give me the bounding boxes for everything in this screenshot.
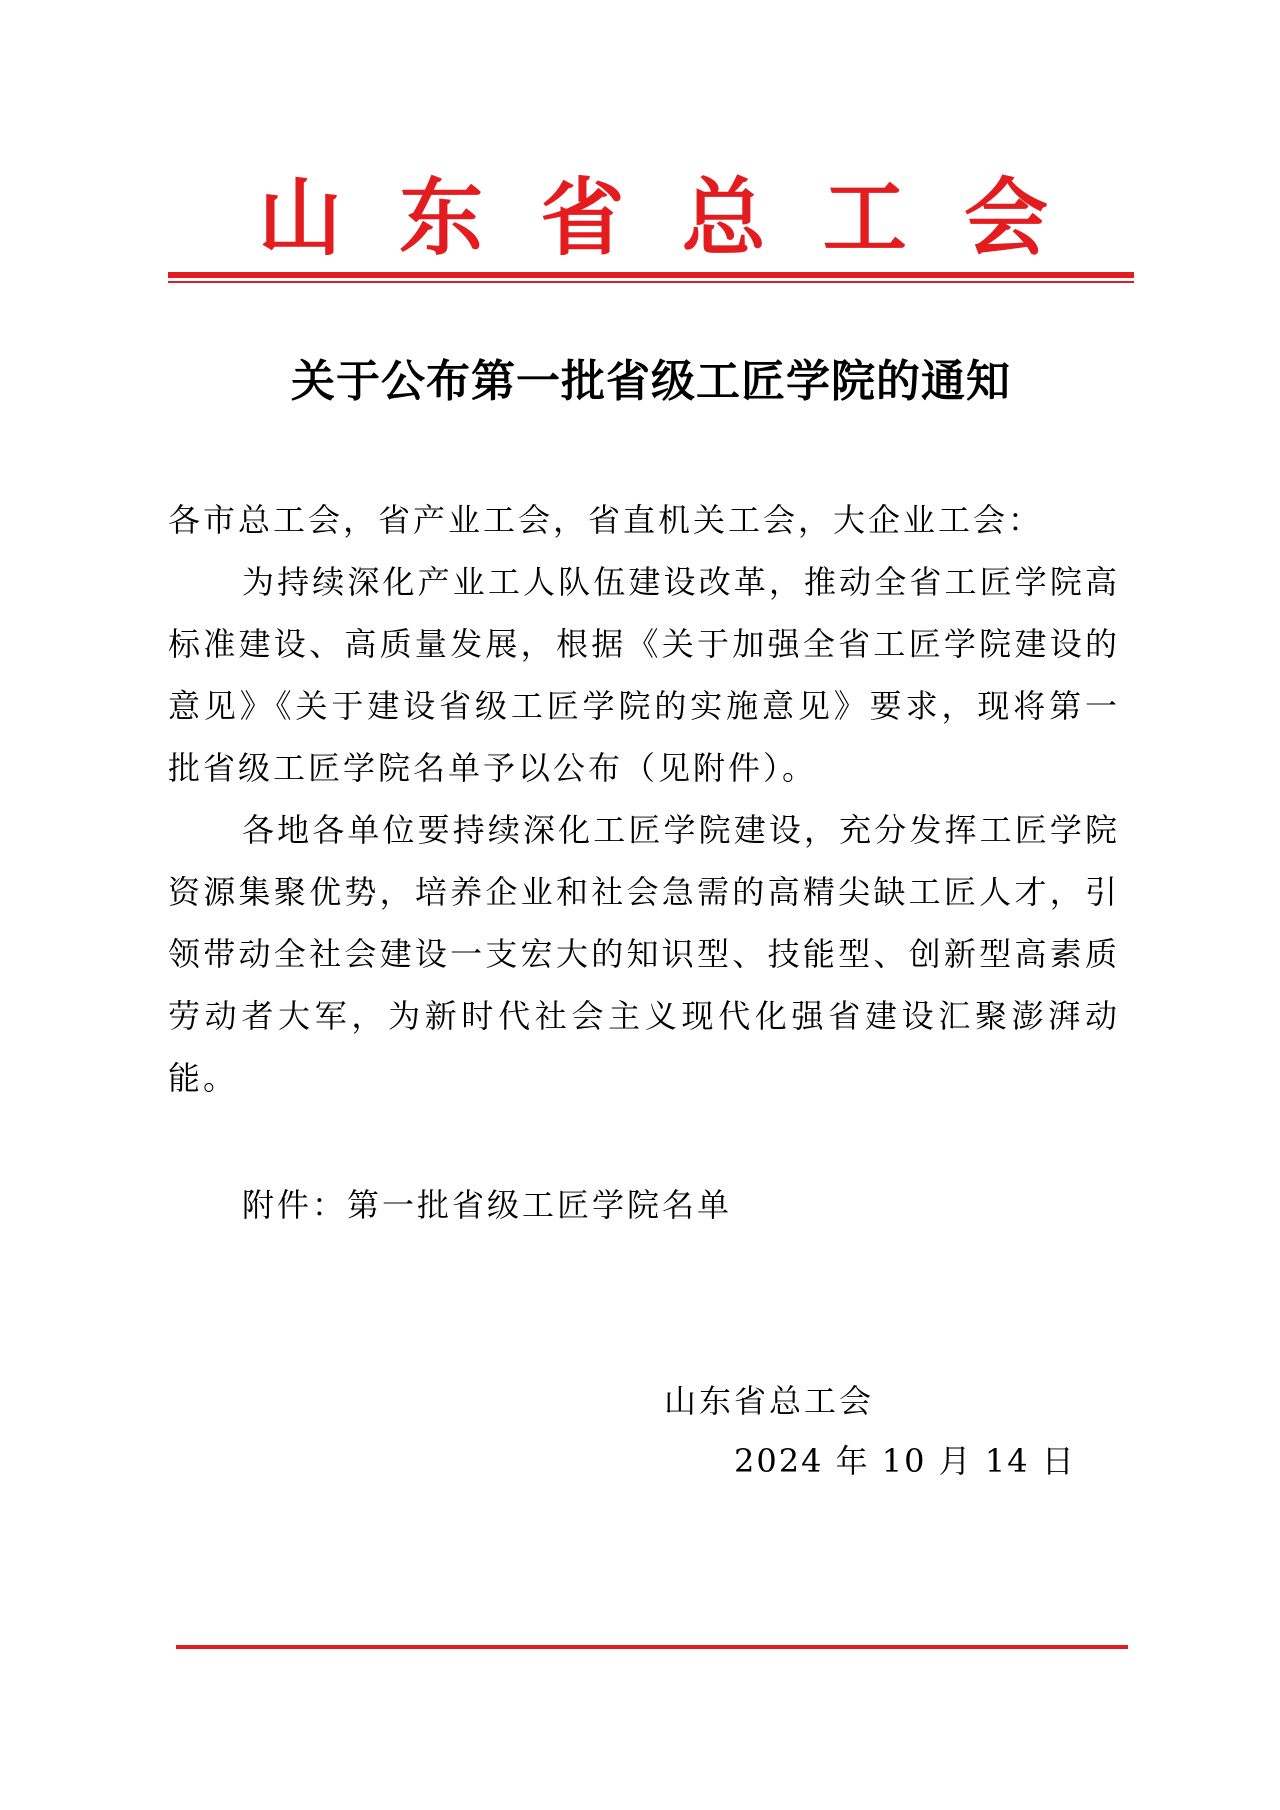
letterhead-char: 山 — [258, 168, 343, 267]
letterhead-char: 工 — [822, 168, 907, 267]
document-body — [168, 489, 1120, 1109]
document-title: 关于公布第一批省级工匠学院的通知 — [291, 356, 1011, 407]
body-paragraph-2: 各地各单位要持续深化工匠学院建设，充分发挥工匠学院资源集聚优势，培养企业和社会急需的高精尖缺工匠人才，引领带动全社会建设一支宏大的知识型、技能型、创新型高素质劳动者大军，为新时代社会主义现代化强省建设汇聚澎湃动能。 — [168, 811, 1120, 1097]
footer-divider — [176, 1645, 1128, 1649]
letterhead-divider-thin — [168, 281, 1134, 283]
letterhead-divider-thick — [168, 272, 1134, 278]
letterhead-char: 省 — [540, 168, 625, 267]
signature-organization: 山东省总工会 — [664, 1382, 875, 1420]
body-paragraph-1: 为持续深化产业工人队伍建设改革，推动全省工匠学院高标准建设、高质量发展，根据《关于加强全省工匠学院建设的意见》《关于建设省级工匠学院的实施意见》要求，现将第一批省级工匠学院名单予以公布（见附件）。 — [168, 563, 1120, 787]
letterhead — [258, 168, 1048, 268]
attachment-note: 附件：第一批省级工匠学院名单 — [242, 1186, 733, 1224]
letterhead-char: 总 — [681, 168, 766, 267]
signature-date: 2024 年 10 月 14 日 — [734, 1442, 1076, 1480]
salutation: 各市总工会，省产业工会，省直机关工会，大企业工会： — [168, 501, 1044, 539]
letterhead-char: 东 — [399, 168, 484, 267]
letterhead-char: 会 — [963, 168, 1048, 267]
